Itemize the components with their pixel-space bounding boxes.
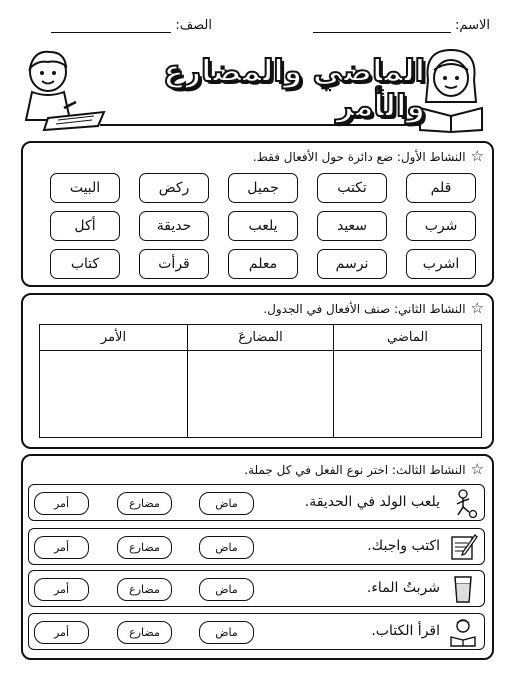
option-past[interactable]: ماض [199, 621, 254, 644]
option-imperative[interactable]: أمر [34, 536, 89, 559]
word-box[interactable]: اشرب [406, 249, 476, 279]
sentence-text: اكتب واجبك. [367, 538, 440, 554]
word-box[interactable]: البيت [50, 173, 120, 203]
activity-3-header [244, 462, 484, 477]
word-box[interactable]: يلعب [228, 211, 298, 241]
activity-1-heading: النشاط الأول: ضع دائرة حول الأفعال فقط. [252, 149, 466, 164]
activity-3-heading: النشاط الثالث: اختر نوع الفعل في كل جملة. [244, 462, 466, 477]
page-title: الماضي والمضارع والأمر [163, 54, 425, 124]
word-box[interactable]: كتاب [50, 249, 120, 279]
star-icon: ☆ [470, 299, 484, 317]
class-blank[interactable] [51, 19, 171, 33]
activity-2-heading: النشاط الثاني: صنف الأفعال في الجدول. [263, 301, 466, 316]
sentence-text: يلعب الولد في الحديقة. [304, 494, 440, 510]
activity-1-section [21, 141, 494, 287]
water-glass-icon [448, 574, 478, 604]
word-box[interactable]: أكل [50, 211, 120, 241]
sentence-text: اقرأ الكتاب. [371, 623, 440, 639]
word-box[interactable]: معلم [228, 249, 298, 279]
word-box[interactable]: جميل [228, 173, 298, 203]
title-divider [100, 124, 420, 126]
option-present[interactable]: مضارع [117, 536, 172, 559]
option-imperative[interactable]: أمر [34, 621, 89, 644]
word-box[interactable]: نرسم [317, 249, 387, 279]
option-present[interactable]: مضارع [117, 492, 172, 515]
word-box[interactable]: قلم [406, 173, 476, 203]
choice-row [28, 528, 485, 565]
activity-3-section [21, 454, 494, 660]
word-box[interactable]: قرأت [139, 249, 209, 279]
column-header-past: الماضي [334, 325, 481, 351]
class-label: الصف: [175, 18, 212, 33]
choice-row [28, 613, 485, 650]
table-cell-imperative[interactable] [40, 351, 187, 437]
option-present[interactable]: مضارع [117, 621, 172, 644]
star-icon: ☆ [470, 460, 484, 478]
word-box[interactable]: شرب [406, 211, 476, 241]
activity-2-section [21, 293, 494, 449]
class-field [51, 18, 212, 33]
pencil-notebook-icon [448, 532, 478, 562]
name-label: الاسم: [455, 18, 490, 33]
sort-table [39, 324, 482, 438]
column-header-present: المضارعَ [187, 325, 334, 351]
table-cell-past[interactable] [334, 351, 481, 437]
star-icon: ☆ [470, 147, 484, 165]
choice-row [28, 484, 485, 521]
column-header-imperative: الأمر [40, 325, 187, 351]
name-field [313, 18, 490, 33]
activity-1-header [253, 149, 484, 164]
word-box[interactable]: سعيد [317, 211, 387, 241]
option-imperative[interactable]: أمر [34, 492, 89, 515]
word-box[interactable]: ركض [139, 173, 209, 203]
word-grid [50, 173, 476, 279]
sentence-text: شربتُ الماء. [366, 580, 440, 596]
name-blank[interactable] [313, 19, 451, 33]
child-reading-icon [448, 617, 478, 647]
option-past[interactable]: ماض [199, 536, 254, 559]
option-imperative[interactable]: أمر [34, 578, 89, 601]
option-past[interactable]: ماض [199, 578, 254, 601]
option-present[interactable]: مضارع [117, 578, 172, 601]
title-banner [95, 54, 425, 124]
word-box[interactable]: حديقة [139, 211, 209, 241]
table-cell-present[interactable] [187, 351, 334, 437]
word-box[interactable]: تكتب [317, 173, 387, 203]
activity-2-header [263, 301, 484, 316]
choice-row [28, 570, 485, 607]
boy-soccer-icon [448, 488, 478, 518]
option-past[interactable]: ماض [199, 492, 254, 515]
